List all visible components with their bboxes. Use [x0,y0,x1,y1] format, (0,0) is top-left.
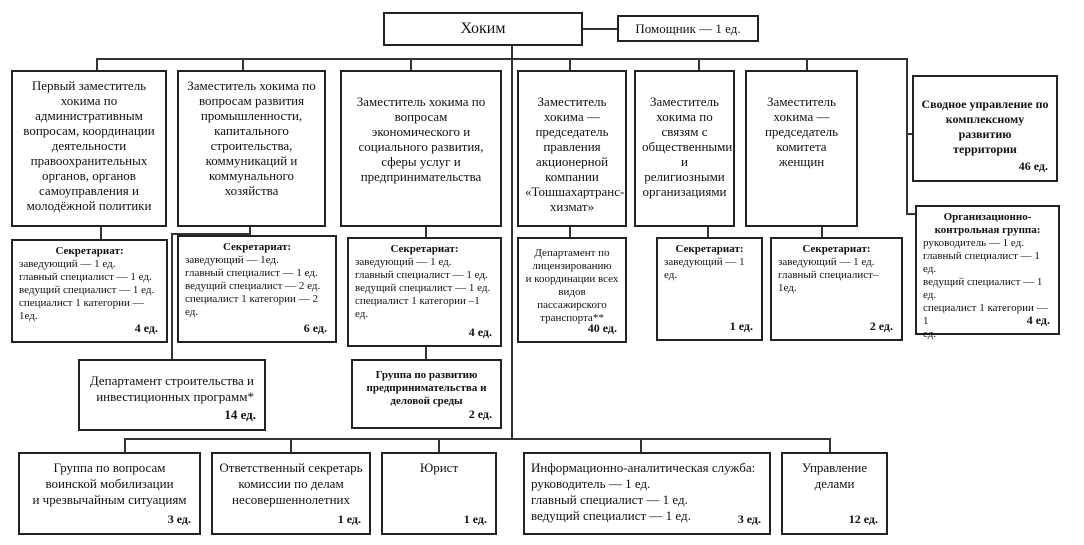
staff-count: 40 ед. [587,321,617,335]
unit-line: делами [814,476,855,491]
deputy-line: коммуникаций и [205,153,298,168]
deputy-line: Заместитель [767,94,836,109]
deputy-line: хозяйства [224,183,279,198]
staff-count: 1 ед. [337,512,361,526]
bottom-box-1 [18,452,201,535]
connector [698,58,700,70]
unit-line: Ответственный секретарь [219,460,363,475]
deputy-line: общественными [642,139,733,154]
staff-line: главный специалист — 1 ед. [19,271,152,283]
dept-line: лицензированию [532,260,612,272]
org-control-title: контрольная группа: [934,224,1041,236]
deputy-line: компании [545,169,599,184]
connector [438,438,440,452]
connector [829,438,831,452]
staff-line: главный специалист — 1 ед. [923,250,1040,275]
deputy-line: Заместитель хокима по [356,94,486,109]
bottom-box-2 [211,452,371,535]
staff-line: ведущий специалист — 1 ед. [355,282,491,294]
unit-line: Управление [801,460,868,475]
deputy-line: вопросам развития [198,93,305,108]
head-title: Хоким [460,20,506,37]
deputy-line: Первый заместитель [31,78,147,93]
staff-line: ведущий специалист — 1 ед. [923,276,1043,301]
staff-line: заведующий — 1 [664,256,745,268]
deputy-line: административным [35,108,143,123]
deputy-box-1 [11,70,167,227]
deputy-line: правоохранительных [30,153,148,168]
connector [96,58,908,60]
staff-line: специалист 1 категории — 1 [923,302,1048,327]
connector [96,58,98,70]
deputy-box-3 [340,70,502,227]
connector [290,438,292,452]
staff-line: ед. [185,306,199,318]
staff-line: главный специалист — 1 ед. [185,267,318,279]
connector [171,233,173,363]
construction-dept-box [78,359,266,431]
svodnoe-box [912,75,1058,182]
secretariat-title: Секретариат: [802,243,871,255]
svodnoe-line: Сводное управление по [921,97,1049,111]
deputy-line: экономического и [371,124,471,139]
secretariat-box-6 [770,237,903,341]
deputy-line: Заместитель [650,94,719,109]
secretariat-box-5 [656,237,763,341]
staff-count: 4 ед. [1026,313,1050,327]
deputy-line: промышленности, [200,108,303,123]
deputy-line: хокима по [656,109,713,124]
staff-line: главный специалист — 1 ед. [355,269,488,281]
deputy-line: правления [543,139,601,154]
assistant-label: Помощник — 1 ед. [635,21,741,36]
deputy-line: предпринимательства [360,169,482,184]
connector [569,58,571,70]
deputy-line: социального развития, [358,139,484,154]
staff-count: 1 ед. [463,512,487,526]
deputy-line: «Тошшахартранс- [525,184,625,199]
unit-line: воинской мобилизации [45,476,174,491]
assistant-box [617,15,759,42]
connector [100,227,102,239]
connector [821,227,823,237]
unit-line: Юрист [419,460,459,475]
staff-line: заведующий — 1 ед. [19,258,116,270]
staff-count: 3 ед. [167,512,191,526]
business-group-box [351,359,502,429]
secretariat-box-1 [11,239,168,343]
staff-count: 4 ед. [134,321,158,335]
licensing-dept-box [517,237,627,343]
org-control-box [915,205,1060,340]
svodnoe-line: территории [953,142,1017,156]
deputy-line: председатель [764,124,839,139]
dept-line: видов пассажирского [537,286,607,311]
unit-line: комиссии по делам [238,476,344,491]
dept-line: и координации всех [525,273,619,285]
secretariat-title: Секретариат: [390,243,459,255]
deputy-line: деятельности [51,138,127,153]
deputy-line: комитета женщин [776,139,827,169]
secretariat-title: Секретариат: [55,245,124,257]
group-line: Группа по развитию [375,369,478,381]
staff-count: 46 ед. [1018,159,1048,173]
bottom-box-5 [781,452,888,535]
staff-count: 4 ед. [468,325,492,339]
connector [242,58,244,70]
staff-count: 1 ед. [729,319,753,333]
staff-line: руководитель — 1 ед. [923,237,1024,249]
connector [425,347,427,359]
connector [806,58,808,70]
secretariat-box-3 [347,237,502,347]
staff-count: 12 ед. [848,512,878,526]
connector [124,438,831,440]
staff-line: ед. [664,269,678,281]
unit-line: несовершеннолетних [231,492,351,507]
head-box [383,12,583,46]
staff-line: 1ед. [19,310,38,322]
connector [906,58,908,215]
staff-line: заведующий — 1 ед. [355,256,452,268]
deputy-line: молодёжной политики [26,198,152,213]
staff-count: 2 ед. [869,319,893,333]
deputy-line: акционерной [535,154,609,169]
secretariat-title: Секретариат: [222,241,292,253]
staff-line: ведущий специалист — 2 ед. [185,280,321,292]
deputy-line: капитального [214,123,289,138]
deputy-box-2 [177,70,326,227]
connector [640,438,642,452]
org-control-title: Организационно- [943,211,1032,223]
staff-count: 3 ед. [737,512,761,526]
staff-count: 14 ед. [224,407,256,422]
deputy-line: Заместитель хокима по [187,78,316,93]
staff-line: специалист 1 категории — [19,297,144,309]
deputy-line: самоуправления и [39,183,139,198]
deputy-line: хокима по [60,93,118,108]
group-line: деловой среды [390,395,463,407]
deputy-line: коммунального [208,168,295,183]
staff-line: главный специалист–1ед. [778,269,879,294]
secretariat-title: Секретариат: [675,243,744,255]
deputy-line: связям с [661,124,708,139]
staff-line: специалист 1 категории — 2 [185,293,318,305]
deputy-line: хокима — [544,109,600,124]
unit-line: Группа по вопросам [53,460,166,475]
connector [511,45,513,438]
deputy-line: сферы услуг и [381,154,461,169]
unit-line: главный специалист — 1 ед. [531,492,688,507]
staff-line: специалист 1 категории –1 ед. [355,295,480,320]
deputy-line: вопросам, координации [23,123,155,138]
deputy-line: председатель [535,124,609,139]
staff-line: ед. [923,328,937,340]
deputy-line: и религиозными [644,154,725,184]
svodnoe-line: комплексному развитию [945,112,1025,141]
deputy-box-4 [517,70,627,227]
secretariat-box-2 [177,235,337,343]
dept-line: инвестиционных программ* [96,389,254,404]
deputy-line: организациями [642,184,727,199]
dept-line: Департамент по [534,247,610,259]
staff-count: 6 ед. [303,321,327,335]
group-line: предпринимательства и [366,382,487,394]
staff-line: заведующий — 1ед. [185,254,279,266]
unit-line: ведущий специалист — 1 ед. [531,508,691,523]
dept-line: транспорта** [540,312,604,324]
unit-line: Информационно-аналитическая служба: [531,460,756,475]
staff-count: 2 ед. [468,407,492,421]
connector [410,58,412,70]
deputy-line: Заместитель [537,94,607,109]
deputy-box-6 [745,70,858,227]
connector [124,438,126,452]
staff-line: ведущий специалист — 1 ед. [19,284,155,296]
unit-line: и чрезвычайным ситуациям [32,492,187,507]
deputy-line: строительства, [210,138,293,153]
deputy-line: вопросам [394,109,448,124]
dept-line: Департамент строительства и [89,373,254,388]
deputy-line: органов, органов [42,168,136,183]
deputy-line: хизмат» [549,199,595,214]
bottom-box-3 [381,452,497,535]
connector [707,227,709,237]
staff-line: заведующий — 1 ед. [778,256,875,268]
deputy-line: хокима — [773,109,830,124]
unit-line: руководитель — 1 ед. [531,476,651,491]
deputy-box-5 [634,70,735,227]
bottom-box-4 [523,452,771,535]
